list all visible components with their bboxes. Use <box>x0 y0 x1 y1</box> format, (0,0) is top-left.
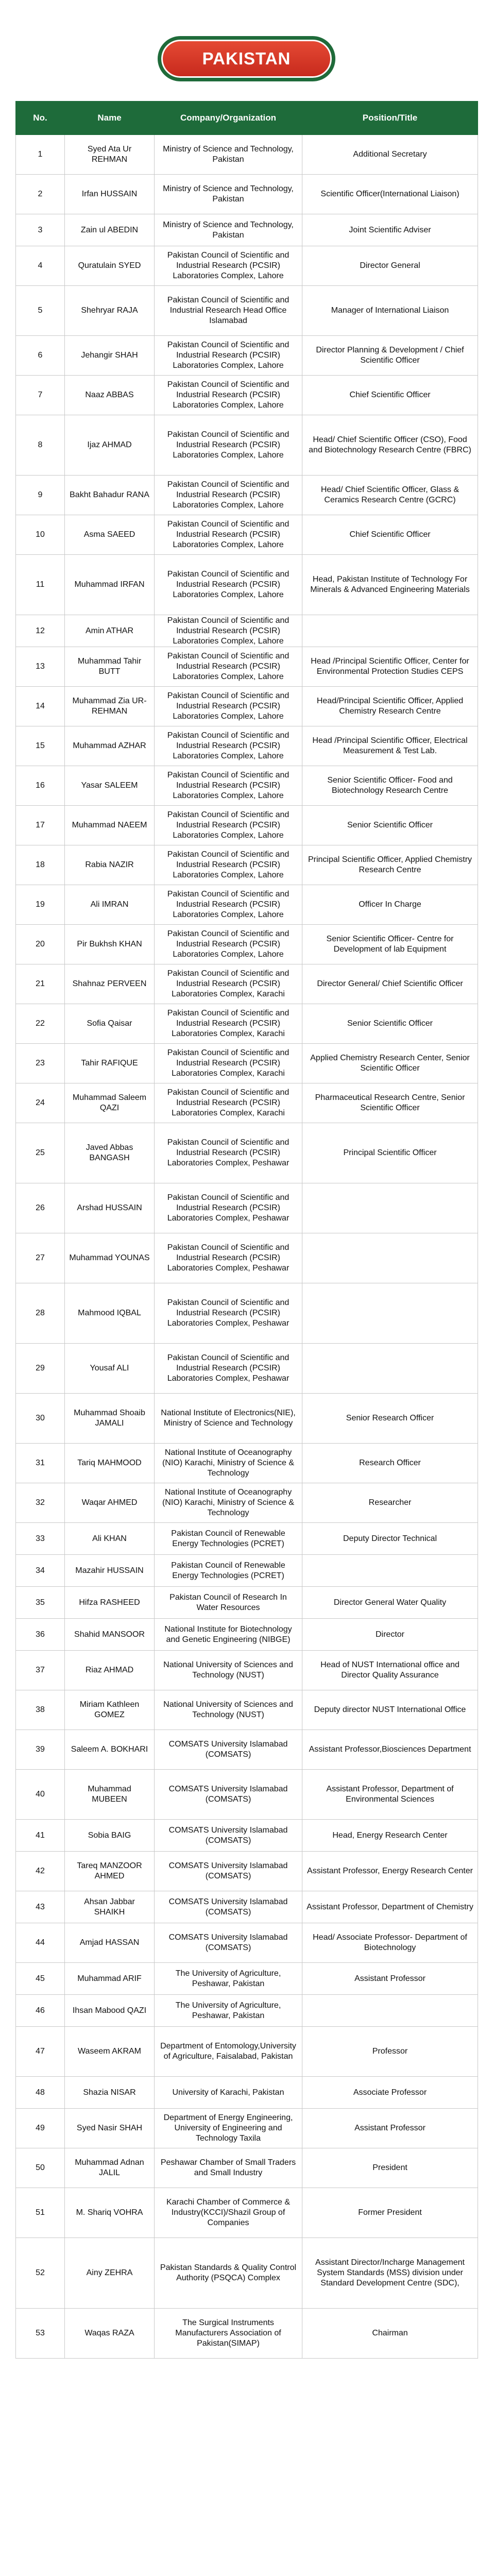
row-no: 18 <box>16 845 65 885</box>
row-no: 14 <box>16 687 65 726</box>
row-name: Ali IMRAN <box>65 885 155 925</box>
row-position: Pharmaceutical Research Centre, Senior Scientific Officer <box>302 1083 478 1123</box>
row-no: 36 <box>16 1619 65 1651</box>
table-row <box>16 1123 478 1183</box>
header-row <box>16 101 478 135</box>
row-organization: Ministry of Science and Technology, Pakistan <box>155 175 302 214</box>
row-organization: Pakistan Council of Scientific and Industrial Research (PCSIR) Laboratories Complex, Lahore <box>155 925 302 964</box>
row-position: Deputy director NUST International Office <box>302 1690 478 1730</box>
row-position: Assistant Professor, Department of Chemistry <box>302 1891 478 1923</box>
row-organization: Pakistan Council of Renewable Energy Technologies (PCRET) <box>155 1523 302 1555</box>
row-name: Miriam Kathleen GOMEZ <box>65 1690 155 1730</box>
row-organization: National University of Sciences and Technology (NUST) <box>155 1690 302 1730</box>
row-position: Assistant Professor <box>302 2109 478 2148</box>
table-row <box>16 336 478 376</box>
table-row <box>16 2109 478 2148</box>
row-position: Director General <box>302 246 478 286</box>
row-position: Director Planning & Development / Chief Scientific Officer <box>302 336 478 376</box>
row-organization: University of Karachi, Pakistan <box>155 2077 302 2109</box>
row-name: Waseem AKRAM <box>65 2027 155 2077</box>
row-no: 29 <box>16 1344 65 1394</box>
row-no: 32 <box>16 1483 65 1523</box>
row-position: Head of NUST International office and Director Quality Assurance <box>302 1651 478 1690</box>
table-row <box>16 2027 478 2077</box>
row-no: 47 <box>16 2027 65 2077</box>
row-name: Syed Ata Ur REHMAN <box>65 135 155 175</box>
table-row <box>16 1770 478 1820</box>
row-position: Researcher <box>302 1483 478 1523</box>
table-row <box>16 2238 478 2309</box>
country-title-badge: PAKISTAN <box>158 36 335 81</box>
table-row <box>16 1555 478 1587</box>
row-name: Saleem A. BOKHARI <box>65 1730 155 1770</box>
row-organization: National Institute of Oceanography (NIO) Karachi, Ministry of Science & Technology <box>155 1444 302 1483</box>
table-row <box>16 1283 478 1344</box>
row-no: 30 <box>16 1394 65 1444</box>
row-position <box>302 1995 478 2027</box>
row-name: Ainy ZEHRA <box>65 2238 155 2309</box>
row-organization: Pakistan Council of Scientific and Industrial Research (PCSIR) Laboratories Complex, Karachi <box>155 1044 302 1083</box>
row-position: Applied Chemistry Research Center, Senior Scientific Officer <box>302 1044 478 1083</box>
row-no: 9 <box>16 476 65 515</box>
table-row <box>16 845 478 885</box>
row-no: 48 <box>16 2077 65 2109</box>
row-name: Shazia NISAR <box>65 2077 155 2109</box>
row-position <box>302 1555 478 1587</box>
row-no: 20 <box>16 925 65 964</box>
row-organization: Department of Entomology,University of Agriculture, Faisalabad, Pakistan <box>155 2027 302 2077</box>
table-row <box>16 1344 478 1394</box>
row-organization: COMSATS University Islamabad (COMSATS) <box>155 1923 302 1963</box>
table-row <box>16 175 478 214</box>
row-no: 15 <box>16 726 65 766</box>
row-organization: Karachi Chamber of Commerce & Industry(KCCI)/Shazil Group of Companies <box>155 2188 302 2238</box>
row-position: Director General/ Chief Scientific Officer <box>302 964 478 1004</box>
table-row <box>16 555 478 615</box>
row-organization: Pakistan Council of Scientific and Industrial Research (PCSIR) Laboratories Complex, Karachi <box>155 964 302 1004</box>
row-position: Joint Scientific Adviser <box>302 214 478 246</box>
table-row <box>16 1587 478 1619</box>
row-position <box>302 1283 478 1344</box>
row-position: President <box>302 2148 478 2188</box>
table-row <box>16 246 478 286</box>
header-position: Position/Title <box>302 101 478 135</box>
row-organization: Pakistan Council of Scientific and Industrial Research (PCSIR) Laboratories Complex, Lahore <box>155 555 302 615</box>
row-no: 19 <box>16 885 65 925</box>
row-organization: Pakistan Council of Scientific and Industrial Research (PCSIR) Laboratories Complex, Lahore <box>155 336 302 376</box>
row-organization: Pakistan Standards & Quality Control Authority (PSQCA) Complex <box>155 2238 302 2309</box>
table-row <box>16 1730 478 1770</box>
row-no: 40 <box>16 1770 65 1820</box>
row-position: Associate Professor <box>302 2077 478 2109</box>
row-no: 23 <box>16 1044 65 1083</box>
row-name: Zain ul ABEDIN <box>65 214 155 246</box>
table-row <box>16 1690 478 1730</box>
row-no: 3 <box>16 214 65 246</box>
row-no: 27 <box>16 1233 65 1283</box>
row-organization: Pakistan Council of Scientific and Industrial Research (PCSIR) Laboratories Complex, Lahore <box>155 885 302 925</box>
row-position: Officer In Charge <box>302 885 478 925</box>
row-name: Syed Nasir SHAH <box>65 2109 155 2148</box>
row-name: Shahnaz PERVEEN <box>65 964 155 1004</box>
row-organization: COMSATS University Islamabad (COMSATS) <box>155 1730 302 1770</box>
row-organization: Pakistan Council of Scientific and Industrial Research (PCSIR) Laboratories Complex, Lahore <box>155 376 302 415</box>
row-organization: Pakistan Council of Scientific and Industrial Research (PCSIR) Laboratories Complex, Lahore <box>155 647 302 687</box>
row-name: Tareq MANZOOR AHMED <box>65 1852 155 1891</box>
table-row <box>16 1004 478 1044</box>
row-organization: Pakistan Council of Scientific and Industrial Research (PCSIR) Laboratories Complex, Lahore <box>155 845 302 885</box>
row-position: Assistant Director/Incharge Management System Standards (MSS) division under Standard Development Centre (SDC), <box>302 2238 478 2309</box>
row-organization: Pakistan Council of Scientific and Industrial Research (PCSIR) Laboratories Complex, Lahore <box>155 615 302 647</box>
row-name: Ali KHAN <box>65 1523 155 1555</box>
table-row <box>16 415 478 476</box>
table-row <box>16 1852 478 1891</box>
table-row <box>16 1233 478 1283</box>
row-no: 51 <box>16 2188 65 2238</box>
row-position: Head, Energy Research Center <box>302 1820 478 1852</box>
row-position: Senior Research Officer <box>302 1394 478 1444</box>
row-name: Yasar SALEEM <box>65 766 155 806</box>
row-position <box>302 1183 478 1233</box>
row-no: 45 <box>16 1963 65 1995</box>
row-no: 16 <box>16 766 65 806</box>
row-name: Ihsan Mabood QAZI <box>65 1995 155 2027</box>
row-position <box>302 1344 478 1394</box>
row-name: Sofia Qaisar <box>65 1004 155 1044</box>
table-row <box>16 925 478 964</box>
row-position: Head, Pakistan Institute of Technology For Minerals & Advanced Engineering Materials <box>302 555 478 615</box>
row-name: Muhammad Zia UR-REHMAN <box>65 687 155 726</box>
row-no: 12 <box>16 615 65 647</box>
row-organization: Pakistan Council of Scientific and Industrial Research (PCSIR) Laboratories Complex, Lahore <box>155 476 302 515</box>
row-position: Research Officer <box>302 1444 478 1483</box>
row-organization: National Institute for Biotechnology and Genetic Engineering (NIBGE) <box>155 1619 302 1651</box>
table-row <box>16 766 478 806</box>
row-organization: Pakistan Council of Research In Water Resources <box>155 1587 302 1619</box>
row-name: Muhammad YOUNAS <box>65 1233 155 1283</box>
table-row <box>16 1995 478 2027</box>
row-organization: COMSATS University Islamabad (COMSATS) <box>155 1891 302 1923</box>
row-no: 37 <box>16 1651 65 1690</box>
table-row <box>16 1083 478 1123</box>
row-organization: Department of Energy Engineering, University of Engineering and Technology Taxila <box>155 2109 302 2148</box>
row-organization: Pakistan Council of Scientific and Industrial Research (PCSIR) Laboratories Complex, Lahore <box>155 515 302 555</box>
table-row <box>16 214 478 246</box>
row-position: Chief Scientific Officer <box>302 515 478 555</box>
row-name: Muhammad Saleem QAZI <box>65 1083 155 1123</box>
row-position: Deputy Director Technical <box>302 1523 478 1555</box>
row-position: Senior Scientific Officer <box>302 1004 478 1044</box>
table-row <box>16 964 478 1004</box>
row-no: 11 <box>16 555 65 615</box>
row-name: Waqar AHMED <box>65 1483 155 1523</box>
table-row <box>16 515 478 555</box>
title-badge-wrap <box>0 36 493 81</box>
row-organization: The University of Agriculture, Peshawar, Pakistan <box>155 1995 302 2027</box>
row-position: Head/ Associate Professor- Department of Biotechnology <box>302 1923 478 1963</box>
table-row <box>16 885 478 925</box>
row-organization: The University of Agriculture, Peshawar, Pakistan <box>155 1963 302 1995</box>
row-position <box>302 1233 478 1283</box>
row-name: Sobia BAIG <box>65 1820 155 1852</box>
header-organization: Company/Organization <box>155 101 302 135</box>
row-organization: COMSATS University Islamabad (COMSATS) <box>155 1820 302 1852</box>
row-organization: COMSATS University Islamabad (COMSATS) <box>155 1852 302 1891</box>
row-organization: Pakistan Council of Scientific and Industrial Research (PCSIR) Laboratories Complex, Karachi <box>155 1004 302 1044</box>
row-name: Muhammad Shoaib JAMALI <box>65 1394 155 1444</box>
row-name: Muhammad Adnan JALIL <box>65 2148 155 2188</box>
header-name: Name <box>65 101 155 135</box>
row-position <box>302 615 478 647</box>
header-no: No. <box>16 101 65 135</box>
table-row <box>16 1651 478 1690</box>
row-organization: Pakistan Council of Scientific and Industrial Research (PCSIR) Laboratories Complex, Lahore <box>155 766 302 806</box>
row-position: Head/ Chief Scientific Officer, Glass & Ceramics Research Centre (GCRC) <box>302 476 478 515</box>
row-organization: Pakistan Council of Scientific and Industrial Research (PCSIR) Laboratories Complex, Lahore <box>155 246 302 286</box>
row-no: 31 <box>16 1444 65 1483</box>
row-no: 38 <box>16 1690 65 1730</box>
row-organization: Pakistan Council of Scientific and Industrial Research (PCSIR) Laboratories Complex, Peshawar <box>155 1283 302 1344</box>
row-no: 53 <box>16 2309 65 2359</box>
row-organization: The Surgical Instruments Manufacturers Association of Pakistan(SIMAP) <box>155 2309 302 2359</box>
row-position: Assistant Professor <box>302 1963 478 1995</box>
row-position: Director <box>302 1619 478 1651</box>
row-organization: Pakistan Council of Renewable Energy Technologies (PCRET) <box>155 1555 302 1587</box>
row-no: 34 <box>16 1555 65 1587</box>
row-no: 17 <box>16 806 65 845</box>
row-name: Amin ATHAR <box>65 615 155 647</box>
row-name: Mazahir HUSSAIN <box>65 1555 155 1587</box>
row-organization: Pakistan Council of Scientific and Industrial Research (PCSIR) Laboratories Complex, Karachi <box>155 1083 302 1123</box>
row-name: Rabia NAZIR <box>65 845 155 885</box>
row-organization: National Institute of Oceanography (NIO) Karachi, Ministry of Science & Technology <box>155 1483 302 1523</box>
row-position: Director General Water Quality <box>302 1587 478 1619</box>
row-no: 13 <box>16 647 65 687</box>
row-name: Quratulain SYED <box>65 246 155 286</box>
table-row <box>16 615 478 647</box>
row-organization: Pakistan Council of Scientific and Industrial Research (PCSIR) Laboratories Complex, Peshawar <box>155 1233 302 1283</box>
row-name: Muhammad AZHAR <box>65 726 155 766</box>
row-position: Head/ Chief Scientific Officer (CSO), Food and Biotechnology Research Centre (FBRC) <box>302 415 478 476</box>
row-no: 8 <box>16 415 65 476</box>
table-row <box>16 806 478 845</box>
row-no: 6 <box>16 336 65 376</box>
row-position: Head /Principal Scientific Officer, Center for Environmental Protection Studies CEPS <box>302 647 478 687</box>
table-row <box>16 1183 478 1233</box>
row-name: Shahid MANSOOR <box>65 1619 155 1651</box>
row-no: 7 <box>16 376 65 415</box>
row-name: Waqas RAZA <box>65 2309 155 2359</box>
participants-table <box>15 101 478 2359</box>
table-row <box>16 476 478 515</box>
row-name: Tahir RAFIQUE <box>65 1044 155 1083</box>
row-name: Amjad HASSAN <box>65 1923 155 1963</box>
row-organization: Pakistan Council of Scientific and Industrial Research (PCSIR) Laboratories Complex, Peshawar <box>155 1344 302 1394</box>
row-position: Additional Secretary <box>302 135 478 175</box>
row-name: Muhammad ARIF <box>65 1963 155 1995</box>
row-no: 33 <box>16 1523 65 1555</box>
row-organization: Pakistan Council of Scientific and Industrial Research (PCSIR) Laboratories Complex, Peshawar <box>155 1183 302 1233</box>
table-row <box>16 1619 478 1651</box>
row-no: 28 <box>16 1283 65 1344</box>
table-row <box>16 726 478 766</box>
table-row <box>16 135 478 175</box>
row-organization: COMSATS University Islamabad (COMSATS) <box>155 1770 302 1820</box>
table-row <box>16 1394 478 1444</box>
row-name: Muhammad MUBEEN <box>65 1770 155 1820</box>
row-name: Jehangir SHAH <box>65 336 155 376</box>
row-name: Muhammad IRFAN <box>65 555 155 615</box>
row-position: Chairman <box>302 2309 478 2359</box>
table-row <box>16 2309 478 2359</box>
row-position: Head /Principal Scientific Officer, Electrical Measurement & Test Lab. <box>302 726 478 766</box>
row-position: Head/Principal Scientific Officer, Applied Chemistry Research Centre <box>302 687 478 726</box>
row-organization: Pakistan Council of Scientific and Industrial Research (PCSIR) Laboratories Complex, Lahore <box>155 806 302 845</box>
row-name: Bakht Bahadur RANA <box>65 476 155 515</box>
table-row <box>16 1923 478 1963</box>
table-row <box>16 376 478 415</box>
row-position: Chief Scientific Officer <box>302 376 478 415</box>
row-position: Assistant Professor, Department of Environmental Sciences <box>302 1770 478 1820</box>
row-position: Assistant Professor,Biosciences Department <box>302 1730 478 1770</box>
row-position: Manager of International Liaison <box>302 286 478 336</box>
row-organization: Peshawar Chamber of Small Traders and Small Industry <box>155 2148 302 2188</box>
row-no: 49 <box>16 2109 65 2148</box>
row-position: Former President <box>302 2188 478 2238</box>
row-position: Professor <box>302 2027 478 2077</box>
row-organization: Pakistan Council of Scientific and Industrial Research (PCSIR) Laboratories Complex, Lahore <box>155 415 302 476</box>
row-name: Ijaz AHMAD <box>65 415 155 476</box>
row-name: M. Shariq VOHRA <box>65 2188 155 2238</box>
row-position: Principal Scientific Officer, Applied Chemistry Research Centre <box>302 845 478 885</box>
row-name: Hifza RASHEED <box>65 1587 155 1619</box>
row-no: 2 <box>16 175 65 214</box>
row-position: Senior Scientific Officer- Food and Biotechnology Research Centre <box>302 766 478 806</box>
row-name: Yousaf ALI <box>65 1344 155 1394</box>
table-row <box>16 1523 478 1555</box>
table-row <box>16 1044 478 1083</box>
table-row <box>16 1891 478 1923</box>
table-row <box>16 1444 478 1483</box>
row-name: Naaz ABBAS <box>65 376 155 415</box>
row-organization: Pakistan Council of Scientific and Industrial Research Head Office Islamabad <box>155 286 302 336</box>
row-position: Senior Scientific Officer- Centre for Development of lab Equipment <box>302 925 478 964</box>
table-row <box>16 647 478 687</box>
table-header <box>16 101 478 135</box>
row-name: Muhammad NAEEM <box>65 806 155 845</box>
row-name: Shehryar RAJA <box>65 286 155 336</box>
row-no: 21 <box>16 964 65 1004</box>
table-row <box>16 1963 478 1995</box>
row-organization: National Institute of Electronics(NIE), Ministry of Science and Technology <box>155 1394 302 1444</box>
row-no: 46 <box>16 1995 65 2027</box>
row-name: Javed Abbas BANGASH <box>65 1123 155 1183</box>
row-organization: Ministry of Science and Technology, Pakistan <box>155 214 302 246</box>
row-position: Assistant Professor, Energy Research Center <box>302 1852 478 1891</box>
row-position: Senior Scientific Officer <box>302 806 478 845</box>
row-no: 41 <box>16 1820 65 1852</box>
row-no: 24 <box>16 1083 65 1123</box>
row-organization: Pakistan Council of Scientific and Industrial Research (PCSIR) Laboratories Complex, Peshawar <box>155 1123 302 1183</box>
table-row <box>16 687 478 726</box>
row-no: 35 <box>16 1587 65 1619</box>
table-body <box>16 135 478 2359</box>
row-name: Muhammad Tahir BUTT <box>65 647 155 687</box>
table-row <box>16 2148 478 2188</box>
row-no: 52 <box>16 2238 65 2309</box>
row-no: 5 <box>16 286 65 336</box>
row-no: 22 <box>16 1004 65 1044</box>
row-no: 42 <box>16 1852 65 1891</box>
table-row <box>16 2188 478 2238</box>
table-row <box>16 2077 478 2109</box>
row-no: 10 <box>16 515 65 555</box>
row-name: Arshad HUSSAIN <box>65 1183 155 1233</box>
row-no: 44 <box>16 1923 65 1963</box>
row-organization: National University of Sciences and Technology (NUST) <box>155 1651 302 1690</box>
row-name: Ahsan Jabbar SHAIKH <box>65 1891 155 1923</box>
row-organization: Pakistan Council of Scientific and Industrial Research (PCSIR) Laboratories Complex, Lahore <box>155 687 302 726</box>
row-no: 26 <box>16 1183 65 1233</box>
table-row <box>16 286 478 336</box>
row-name: Tariq MAHMOOD <box>65 1444 155 1483</box>
row-organization: Pakistan Council of Scientific and Industrial Research (PCSIR) Laboratories Complex, Lahore <box>155 726 302 766</box>
row-position: Scientific Officer(International Liaison) <box>302 175 478 214</box>
row-name: Pir Bukhsh KHAN <box>65 925 155 964</box>
row-name: Mahmood IQBAL <box>65 1283 155 1344</box>
row-name: Irfan HUSSAIN <box>65 175 155 214</box>
row-position: Principal Scientific Officer <box>302 1123 478 1183</box>
table-row <box>16 1820 478 1852</box>
table-row <box>16 1483 478 1523</box>
row-no: 50 <box>16 2148 65 2188</box>
row-no: 25 <box>16 1123 65 1183</box>
row-no: 4 <box>16 246 65 286</box>
participants-table-wrap <box>15 101 478 2359</box>
row-no: 1 <box>16 135 65 175</box>
row-name: Asma SAEED <box>65 515 155 555</box>
row-organization: Ministry of Science and Technology, Pakistan <box>155 135 302 175</box>
row-no: 43 <box>16 1891 65 1923</box>
row-name: Riaz AHMAD <box>65 1651 155 1690</box>
row-no: 39 <box>16 1730 65 1770</box>
